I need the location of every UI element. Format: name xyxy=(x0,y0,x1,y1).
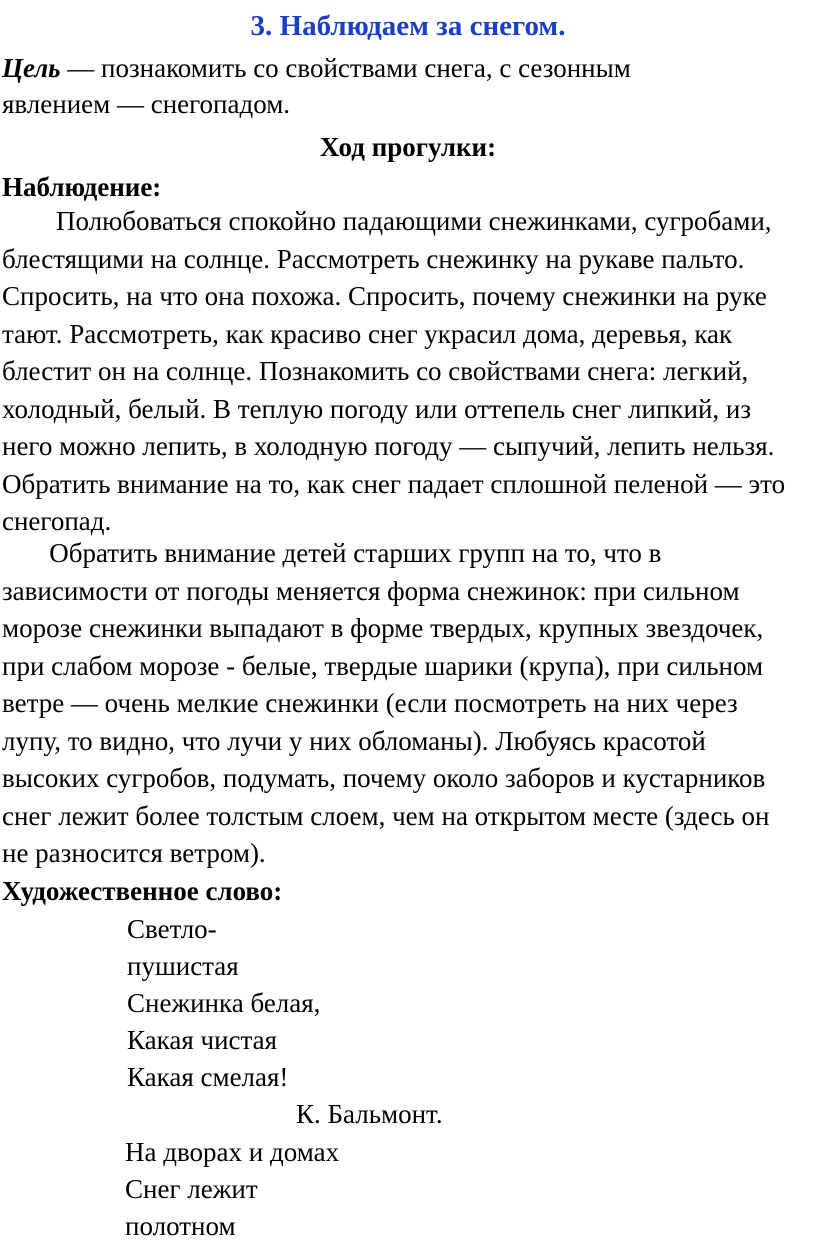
text-line: ветре — очень мелкие снежинки (если посмотреть на них через xyxy=(2,688,738,718)
text-line: Обратить внимание на то, как снег падает сплошной пеленой — это xyxy=(2,468,786,499)
poem-author: К. Бальмонт. xyxy=(296,1099,443,1129)
text-line: холодный, белый. В теплую погоду или оттепель снег липкий, из xyxy=(2,393,752,424)
title-number: 3 xyxy=(250,10,266,42)
goal-text-line2: явлением — снегопадом. xyxy=(2,89,291,119)
text-line: не разносится ветром). xyxy=(2,838,266,868)
text-line: при слабом морозе - белые, твердые шарики (крупа), при сильном xyxy=(2,650,764,681)
walk-heading: Ход прогулки: xyxy=(319,132,497,162)
text-line: Спросить, на что она похожа. Спросить, почему снежинки на руке xyxy=(2,281,767,311)
goal-statement xyxy=(2,50,702,122)
poem-line: Снег лежит xyxy=(125,1174,258,1204)
title-text: Наблюдаем за снегом. xyxy=(279,10,566,42)
text-line: зависимости от погоды меняется форма снежинок: при сильном xyxy=(2,575,740,606)
observation-paragraph-1 xyxy=(2,203,814,541)
goal-text-line1: — познакомить со свойствами снега, с сезонным xyxy=(60,53,631,83)
text-line: морозе снежинки выпадают в форме твердых, крупных звездочек, xyxy=(2,613,764,643)
text-line: лупу, то видно, что лучи у них обломаны). Любуясь красотой xyxy=(2,725,706,756)
text-line: Обратить внимание детей старших групп на то, что в xyxy=(2,538,662,568)
poem-balmont xyxy=(127,911,320,1096)
poem-line: полотном xyxy=(125,1211,236,1241)
poem-line: На дворах и домах xyxy=(125,1137,340,1167)
observation-paragraph-2 xyxy=(2,535,814,873)
text-line: снег лежит более толстым слоем, чем на открытом месте (здесь он xyxy=(2,800,770,831)
poem-line: Какая смелая! xyxy=(127,1062,289,1092)
text-line: блестящими на солнце. Рассмотреть снежинку на рукаве пальто. xyxy=(2,243,745,274)
page-title xyxy=(0,8,816,44)
text-line: высоких сугробов, подумать, почему около заборов и кустарников xyxy=(2,763,766,793)
text-line: снегопад. xyxy=(2,506,112,536)
observation-heading: Наблюдение: xyxy=(2,172,162,202)
goal-label: Цель xyxy=(2,53,61,83)
poem-second xyxy=(125,1134,339,1245)
text-line: Полюбоваться спокойно падающими снежинками, сугробами, xyxy=(2,206,772,236)
text-line: блестит он на солнце. Познакомить со свойствами снега: легкий, xyxy=(2,356,749,386)
poem-line: пушистая xyxy=(127,951,239,981)
text-line: тают. Рассмотреть, как красиво снег украсил дома, деревья, как xyxy=(2,318,733,349)
title-separator: . xyxy=(265,10,280,42)
poem-line: Светло- xyxy=(127,914,217,944)
poem-line: Какая чистая xyxy=(127,1025,278,1055)
text-line: него можно лепить, в холодную погоду — сыпучий, лепить нельзя. xyxy=(2,431,775,461)
poem-line: Снежинка белая, xyxy=(127,988,321,1018)
artistic-word-heading: Художественное слово: xyxy=(2,876,283,906)
